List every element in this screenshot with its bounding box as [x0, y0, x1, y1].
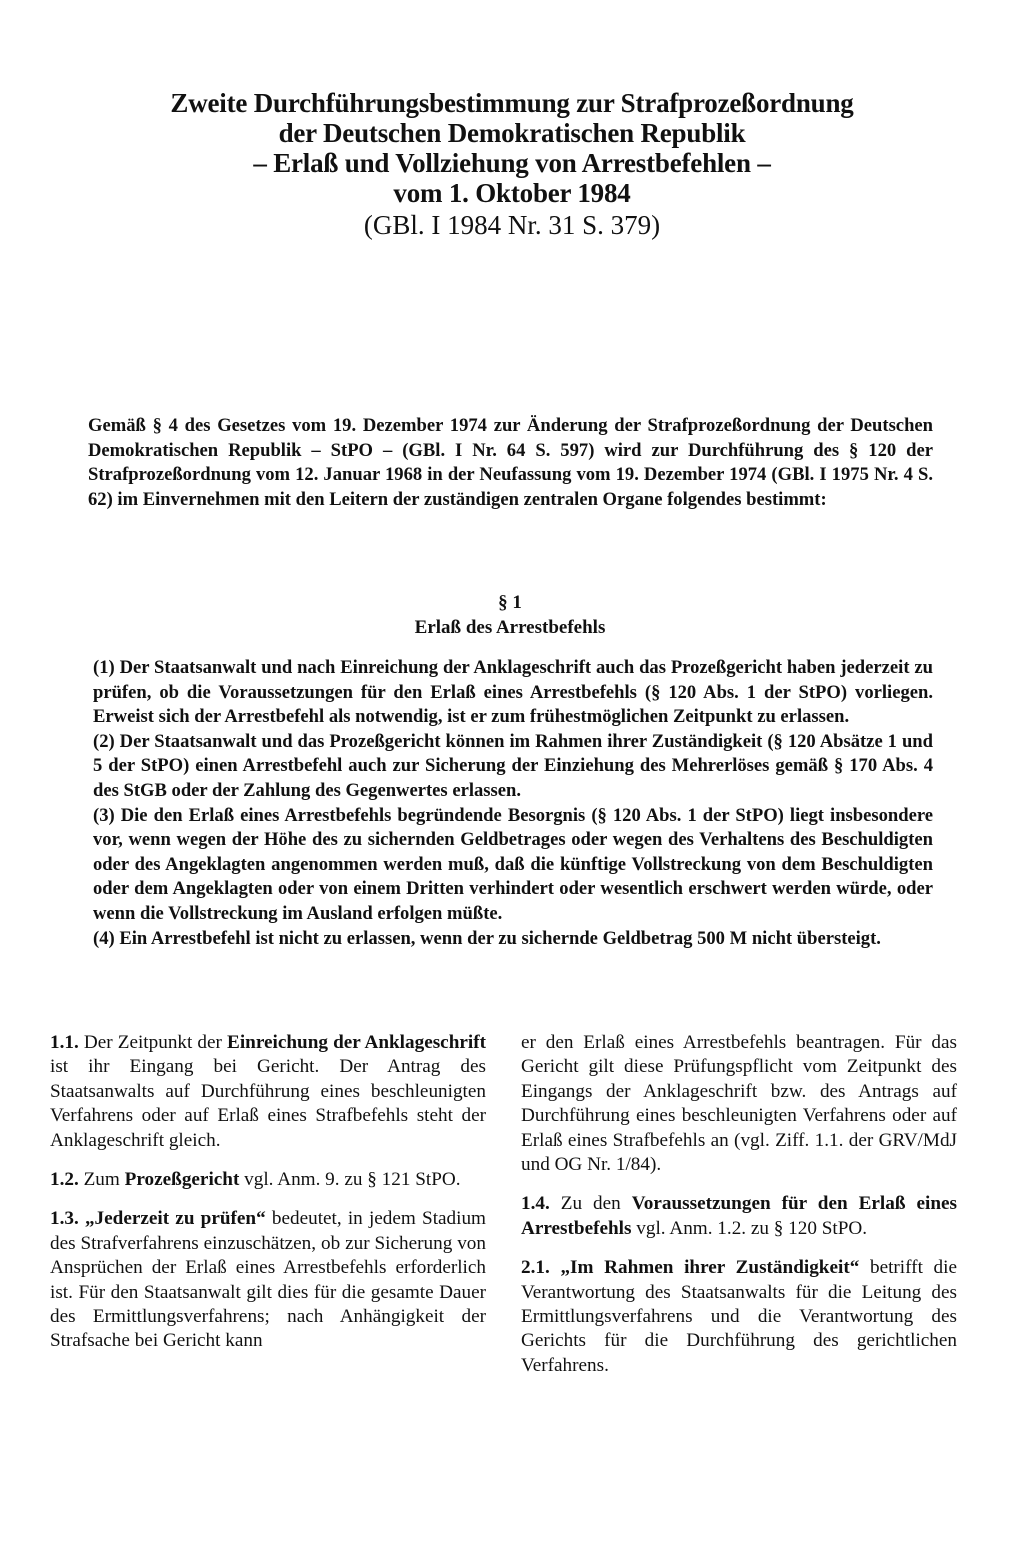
note-1-3-continued: er den Erlaß eines Arrestbefehls beantragen. Für das Gericht gilt diese Prüfungspflicht vom Zeitpunkt des Eingangs der Anklageschrift bzw. des Antrags auf Durchführung eines beschleunigten Verfahrens oder auf Erlaß eines Strafbefehls an (vgl. Ziff. 1.1. der GRV/MdJ und OG Nr. 1/84). [521, 1032, 957, 1176]
paragraph-4: (4) Ein Arrestbefehl ist nicht zu erlassen, wenn der zu sichernde Geldbetrag 500 M nicht übersteigt. [93, 927, 881, 949]
section-title: Erlaß des Arrestbefehls [414, 617, 606, 638]
note-1-2: 1.2. Zum Prozeßgericht vgl. Anm. 9. zu § 121 StPO. [50, 1169, 461, 1191]
paragraph-3: (3) Die den Erlaß eines Arrestbefehls begründende Besorgnis (§ 120 Abs. 1 der StPO) liegt insbesondere vor, wenn wegen der Höhe des zu sichernden Geldbetrages oder wegen des Verhaltens des Beschuldigten oder des Angeklagten angenommen werden muß, daß die künftige Vollstreckung von dem Beschuldigten oder dem Angeklagten oder von einem Dritten verhindert oder wesentlich erschwert werden würde, oder wenn die Vollstreckung im Ausland erfolgen müßte. [93, 804, 933, 924]
paragraph-2: (2) Der Staatsanwalt und das Prozeßgericht können im Rahmen ihrer Zuständigkeit (§ 120 Absätze 1 und 5 der StPO) einen Arrestbefehl auch zur Sicherung der Einziehung des Mehrerlöses gemäß § 170 Abs. 4 des StGB oder der Zahlung des Gegenwertes erlassen. [93, 730, 933, 801]
title-line-3: – Erlaß und Vollziehung von Arrestbefehlen – [253, 148, 771, 178]
note-1-1: 1.1. Der Zeitpunkt der Einreichung der Anklageschrift ist ihr Eingang bei Gericht. Der Antrag des Staatsanwalts auf Durchführung eines beschleunigten Verfahrens oder auf Erlaß eines Strafbefehls steht der Anklageschrift gleich. [50, 1032, 486, 1151]
note-1-4: 1.4. Zu den Voraussetzungen für den Erlaß eines Arrestbefehls vgl. Anm. 1.2. zu § 120 StPO. [521, 1193, 957, 1239]
section-heading [300, 590, 720, 640]
preamble: Gemäß § 4 des Gesetzes vom 19. Dezember 1974 zur Änderung der Strafprozeßordnung der Deutschen Demokratischen Republik – StPO – (GBl. I Nr. 64 S. 597) wird zur Durchführung des § 120 der Strafprozeßordnung vom 12. Januar 1968 in der Neufassung vom 19. Dezember 1974 (GBl. I 1975 Nr. 4 S. 62) im Einvernehmen mit den Leitern der zuständigen zentralen Organe folgendes bestimmt: [88, 415, 933, 510]
gazette-reference: (GBl. I 1984 Nr. 31 S. 379) [363, 210, 661, 240]
note-1-3: 1.3. „Jederzeit zu prüfen“ bedeutet, in jedem Stadium des Strafverfahrens einzuschätzen, ob zur Sicherung von Ansprüchen der Erlaß eines Arrestbefehls erforderlich ist. Für den Staatsanwalt gilt dies für die gesamte Dauer des Ermittlungsverfahrens; nach Anhängigkeit der Strafsache bei Gericht kann [50, 1208, 486, 1352]
title-line-4: vom 1. Oktober 1984 [393, 178, 631, 208]
section-paragraphs [93, 656, 933, 951]
document-title [120, 88, 904, 240]
annotations-right-column [521, 1031, 957, 1393]
title-line-2: der Deutschen Demokratischen Republik [278, 118, 746, 148]
annotations-left-column [50, 1031, 486, 1369]
section-number: § 1 [498, 592, 522, 613]
note-2-1: 2.1. „Im Rahmen ihrer Zuständigkeit“ betrifft die Verantwortung des Staatsanwalts für die Leitung des Ermittlungsverfahrens und die Verantwortung des Gerichts für die Durchführung des gerichtlichen Verfahrens. [521, 1257, 957, 1376]
title-line-1: Zweite Durchführungsbestimmung zur Strafprozeßordnung [170, 88, 854, 118]
paragraph-1: (1) Der Staatsanwalt und nach Einreichung der Anklageschrift auch das Prozeßgericht haben jederzeit zu prüfen, ob die Voraussetzungen für den Erlaß eines Arrestbefehls (§ 120 Abs. 1 der StPO) vorliegen. Erweist sich der Arrestbefehl als notwendig, ist er zum frühestmöglichen Zeitpunkt zu erlassen. [93, 657, 933, 728]
